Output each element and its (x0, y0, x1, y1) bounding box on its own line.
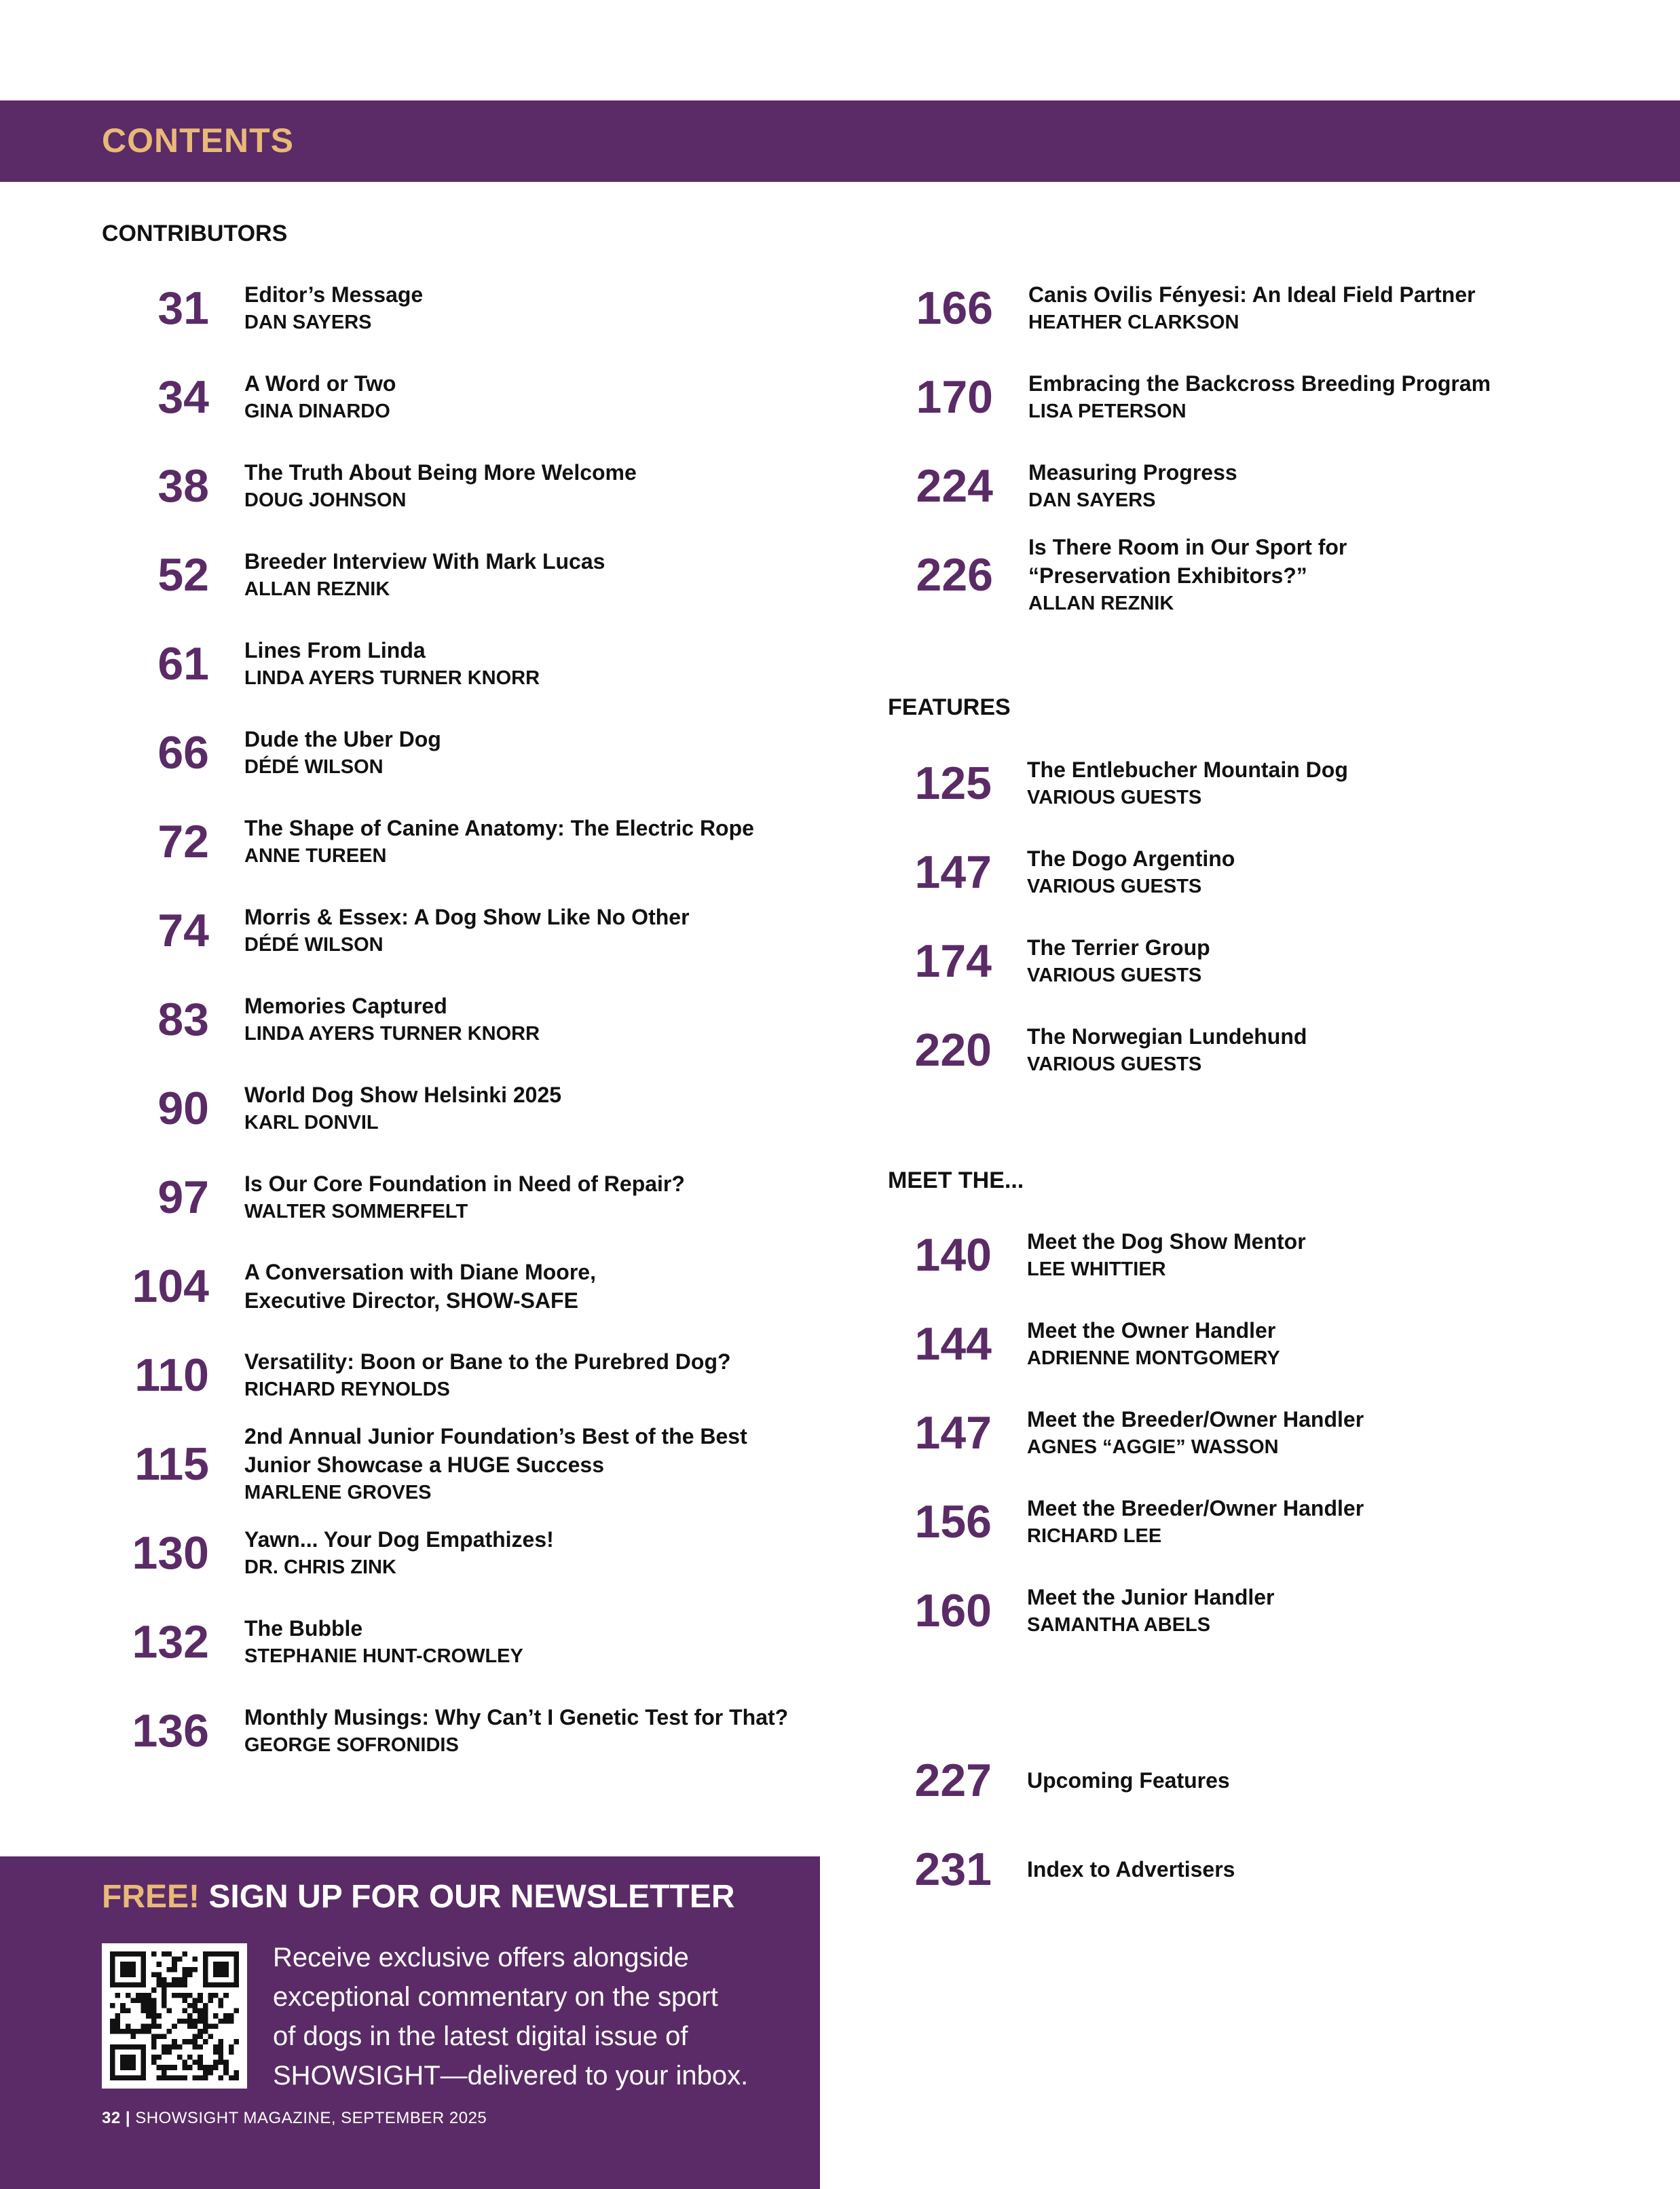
article-author: DAN SAYERS (244, 312, 372, 333)
newsletter-heading (102, 1878, 735, 1915)
article-author: LINDA AYERS TURNER KNORR (244, 667, 540, 689)
qr-code-graphic (110, 1951, 239, 2080)
article-title: Index to Advertisers (1027, 1857, 1235, 1882)
page-number: 147 (914, 1407, 992, 1459)
page-number: 38 (157, 460, 209, 512)
article-title: Meet the Breeder/Owner Handler (1027, 1496, 1364, 1520)
article-title: Measuring Progress (1028, 460, 1237, 485)
page-number: 170 (916, 371, 993, 423)
page-footer (102, 2109, 487, 2128)
article-author: GEORGE SOFRONIDIS (244, 1734, 459, 1756)
article-title: Memories Captured (244, 994, 447, 1018)
section-heading-features: FEATURES (888, 694, 1011, 720)
section-heading-meet-the: MEET THE... (888, 1167, 1024, 1193)
page-number: 110 (134, 1349, 209, 1401)
page-number: 97 (157, 1172, 209, 1223)
qr-code-icon[interactable] (102, 1943, 247, 2089)
article-title: Morris & Essex: A Dog Show Like No Other (244, 905, 690, 929)
article-title: Meet the Breeder/Owner Handler (1027, 1407, 1364, 1432)
article-author: SAMANTHA ABELS (1027, 1614, 1211, 1636)
article-title: The Entlebucher Mountain Dog (1027, 757, 1348, 782)
newsletter-free-label: FREE! (102, 1879, 200, 1915)
article-author: RICHARD LEE (1027, 1525, 1162, 1547)
article-title: Is There Room in Our Sport for “Preservation Exhibitors?” (1028, 535, 1347, 588)
article-title: Versatility: Boon or Bane to the Purebred Dog? (244, 1349, 731, 1374)
article-author: LINDA AYERS TURNER KNORR (244, 1023, 540, 1045)
page-number: 140 (914, 1229, 992, 1281)
page-number: 224 (916, 460, 993, 512)
page-number: 220 (914, 1024, 992, 1076)
page-number: 160 (914, 1585, 992, 1636)
article-author: DR. CHRIS ZINK (244, 1556, 396, 1578)
article-title: A Word or Two (244, 371, 396, 396)
article-title: Embracing the Backcross Breeding Program (1028, 371, 1491, 396)
header-bar (0, 100, 1680, 182)
folio-publication: SHOWSIGHT MAGAZINE, SEPTEMBER 2025 (135, 2109, 487, 2127)
page-number: 61 (157, 638, 209, 690)
page-number: 231 (914, 1844, 992, 1895)
article-author: LISA PETERSON (1028, 400, 1187, 422)
newsletter-panel (0, 1856, 820, 2189)
page-number: 226 (916, 549, 993, 601)
article-title: Monthly Musings: Why Can’t I Genetic Test for That? (244, 1705, 789, 1729)
page-number: 31 (157, 282, 209, 334)
page-number: 104 (132, 1260, 209, 1312)
article-title: Dude the Uber Dog (244, 727, 441, 751)
page-number: 166 (916, 282, 993, 334)
section-heading-contributors: CONTRIBUTORS (102, 221, 288, 246)
page-number: 66 (157, 727, 209, 779)
article-title: The Bubble (244, 1616, 363, 1641)
page-number: 74 (157, 905, 209, 956)
page-number: 125 (914, 757, 992, 809)
article-title: The Norwegian Lundehund (1027, 1024, 1307, 1049)
page-number: 130 (132, 1527, 209, 1579)
article-author: RICHARD REYNOLDS (244, 1379, 450, 1400)
article-title: The Terrier Group (1027, 935, 1210, 960)
page-number: 147 (914, 846, 992, 898)
page-number: 72 (157, 816, 209, 867)
page-title: CONTENTS (102, 121, 294, 160)
article-author: MARLENE GROVES (244, 1482, 432, 1503)
article-title: Breeder Interview With Mark Lucas (244, 549, 605, 574)
article-author: VARIOUS GUESTS (1027, 965, 1202, 986)
article-title: The Shape of Canine Anatomy: The Electric Rope (244, 816, 754, 840)
article-author: DAN SAYERS (1028, 489, 1156, 511)
page-number: 156 (914, 1496, 992, 1548)
article-author: ADRIENNE MONTGOMERY (1027, 1347, 1280, 1369)
article-author: DÉDÉ WILSON (244, 756, 384, 778)
page-number: 227 (914, 1755, 992, 1806)
page-number: 90 (157, 1083, 209, 1134)
article-author: GINA DINARDO (244, 400, 390, 422)
article-title: World Dog Show Helsinki 2025 (244, 1083, 562, 1107)
article-title: 2nd Annual Junior Foundation’s Best of the Best Junior Showcase a HUGE Success (244, 1424, 747, 1477)
newsletter-body: Receive exclusive offers alongside exceptional commentary on the sport of dogs in the latest digital issue of SHOWSIGHT—delivered to your inbox. (273, 1943, 749, 2091)
page-number: 136 (132, 1705, 209, 1757)
article-title: Yawn... Your Dog Empathizes! (244, 1527, 554, 1552)
article-author: AGNES “AGGIE” WASSON (1027, 1436, 1279, 1458)
article-title: Meet the Junior Handler (1027, 1585, 1275, 1609)
article-title: Is Our Core Foundation in Need of Repair? (244, 1172, 685, 1196)
article-title: Meet the Dog Show Mentor (1027, 1229, 1306, 1254)
article-author: ALLAN REZNIK (244, 578, 390, 600)
page-number: 52 (157, 549, 209, 601)
article-title: The Truth About Being More Welcome (244, 460, 637, 485)
article-author: DOUG JOHNSON (244, 489, 407, 511)
page-number: 115 (134, 1438, 209, 1490)
article-title: A Conversation with Diane Moore, Executive Director, SHOW-SAFE (244, 1260, 596, 1313)
article-title: Upcoming Features (1027, 1768, 1230, 1793)
page-number: 174 (914, 935, 992, 987)
article-title: Editor’s Message (244, 282, 424, 307)
page-number: 34 (157, 371, 209, 423)
newsletter-title: SIGN UP FOR OUR NEWSLETTER (208, 1879, 735, 1915)
article-title: Lines From Linda (244, 638, 426, 662)
article-title: Meet the Owner Handler (1027, 1318, 1276, 1343)
article-author: VARIOUS GUESTS (1027, 1053, 1202, 1075)
page-number: 132 (132, 1616, 209, 1668)
article-author: VARIOUS GUESTS (1027, 876, 1202, 897)
article-title: The Dogo Argentino (1027, 846, 1235, 871)
article-author: VARIOUS GUESTS (1027, 787, 1202, 808)
article-author: WALTER SOMMERFELT (244, 1201, 468, 1222)
article-author: KARL DONVIL (244, 1112, 379, 1134)
article-author: ALLAN REZNIK (1028, 593, 1174, 614)
folio-page-number: 32 (102, 2109, 121, 2127)
article-title: Canis Ovilis Fényesi: An Ideal Field Partner (1028, 282, 1476, 307)
article-author: HEATHER CLARKSON (1028, 312, 1239, 333)
article-author: LEE WHITTIER (1027, 1258, 1166, 1280)
page-number: 83 (157, 994, 209, 1045)
folio-separator: | (125, 2109, 131, 2127)
article-author: STEPHANIE HUNT-CROWLEY (244, 1645, 523, 1667)
page-number: 144 (914, 1318, 992, 1370)
article-author: ANNE TUREEN (244, 845, 387, 867)
article-author: DÉDÉ WILSON (244, 934, 384, 956)
